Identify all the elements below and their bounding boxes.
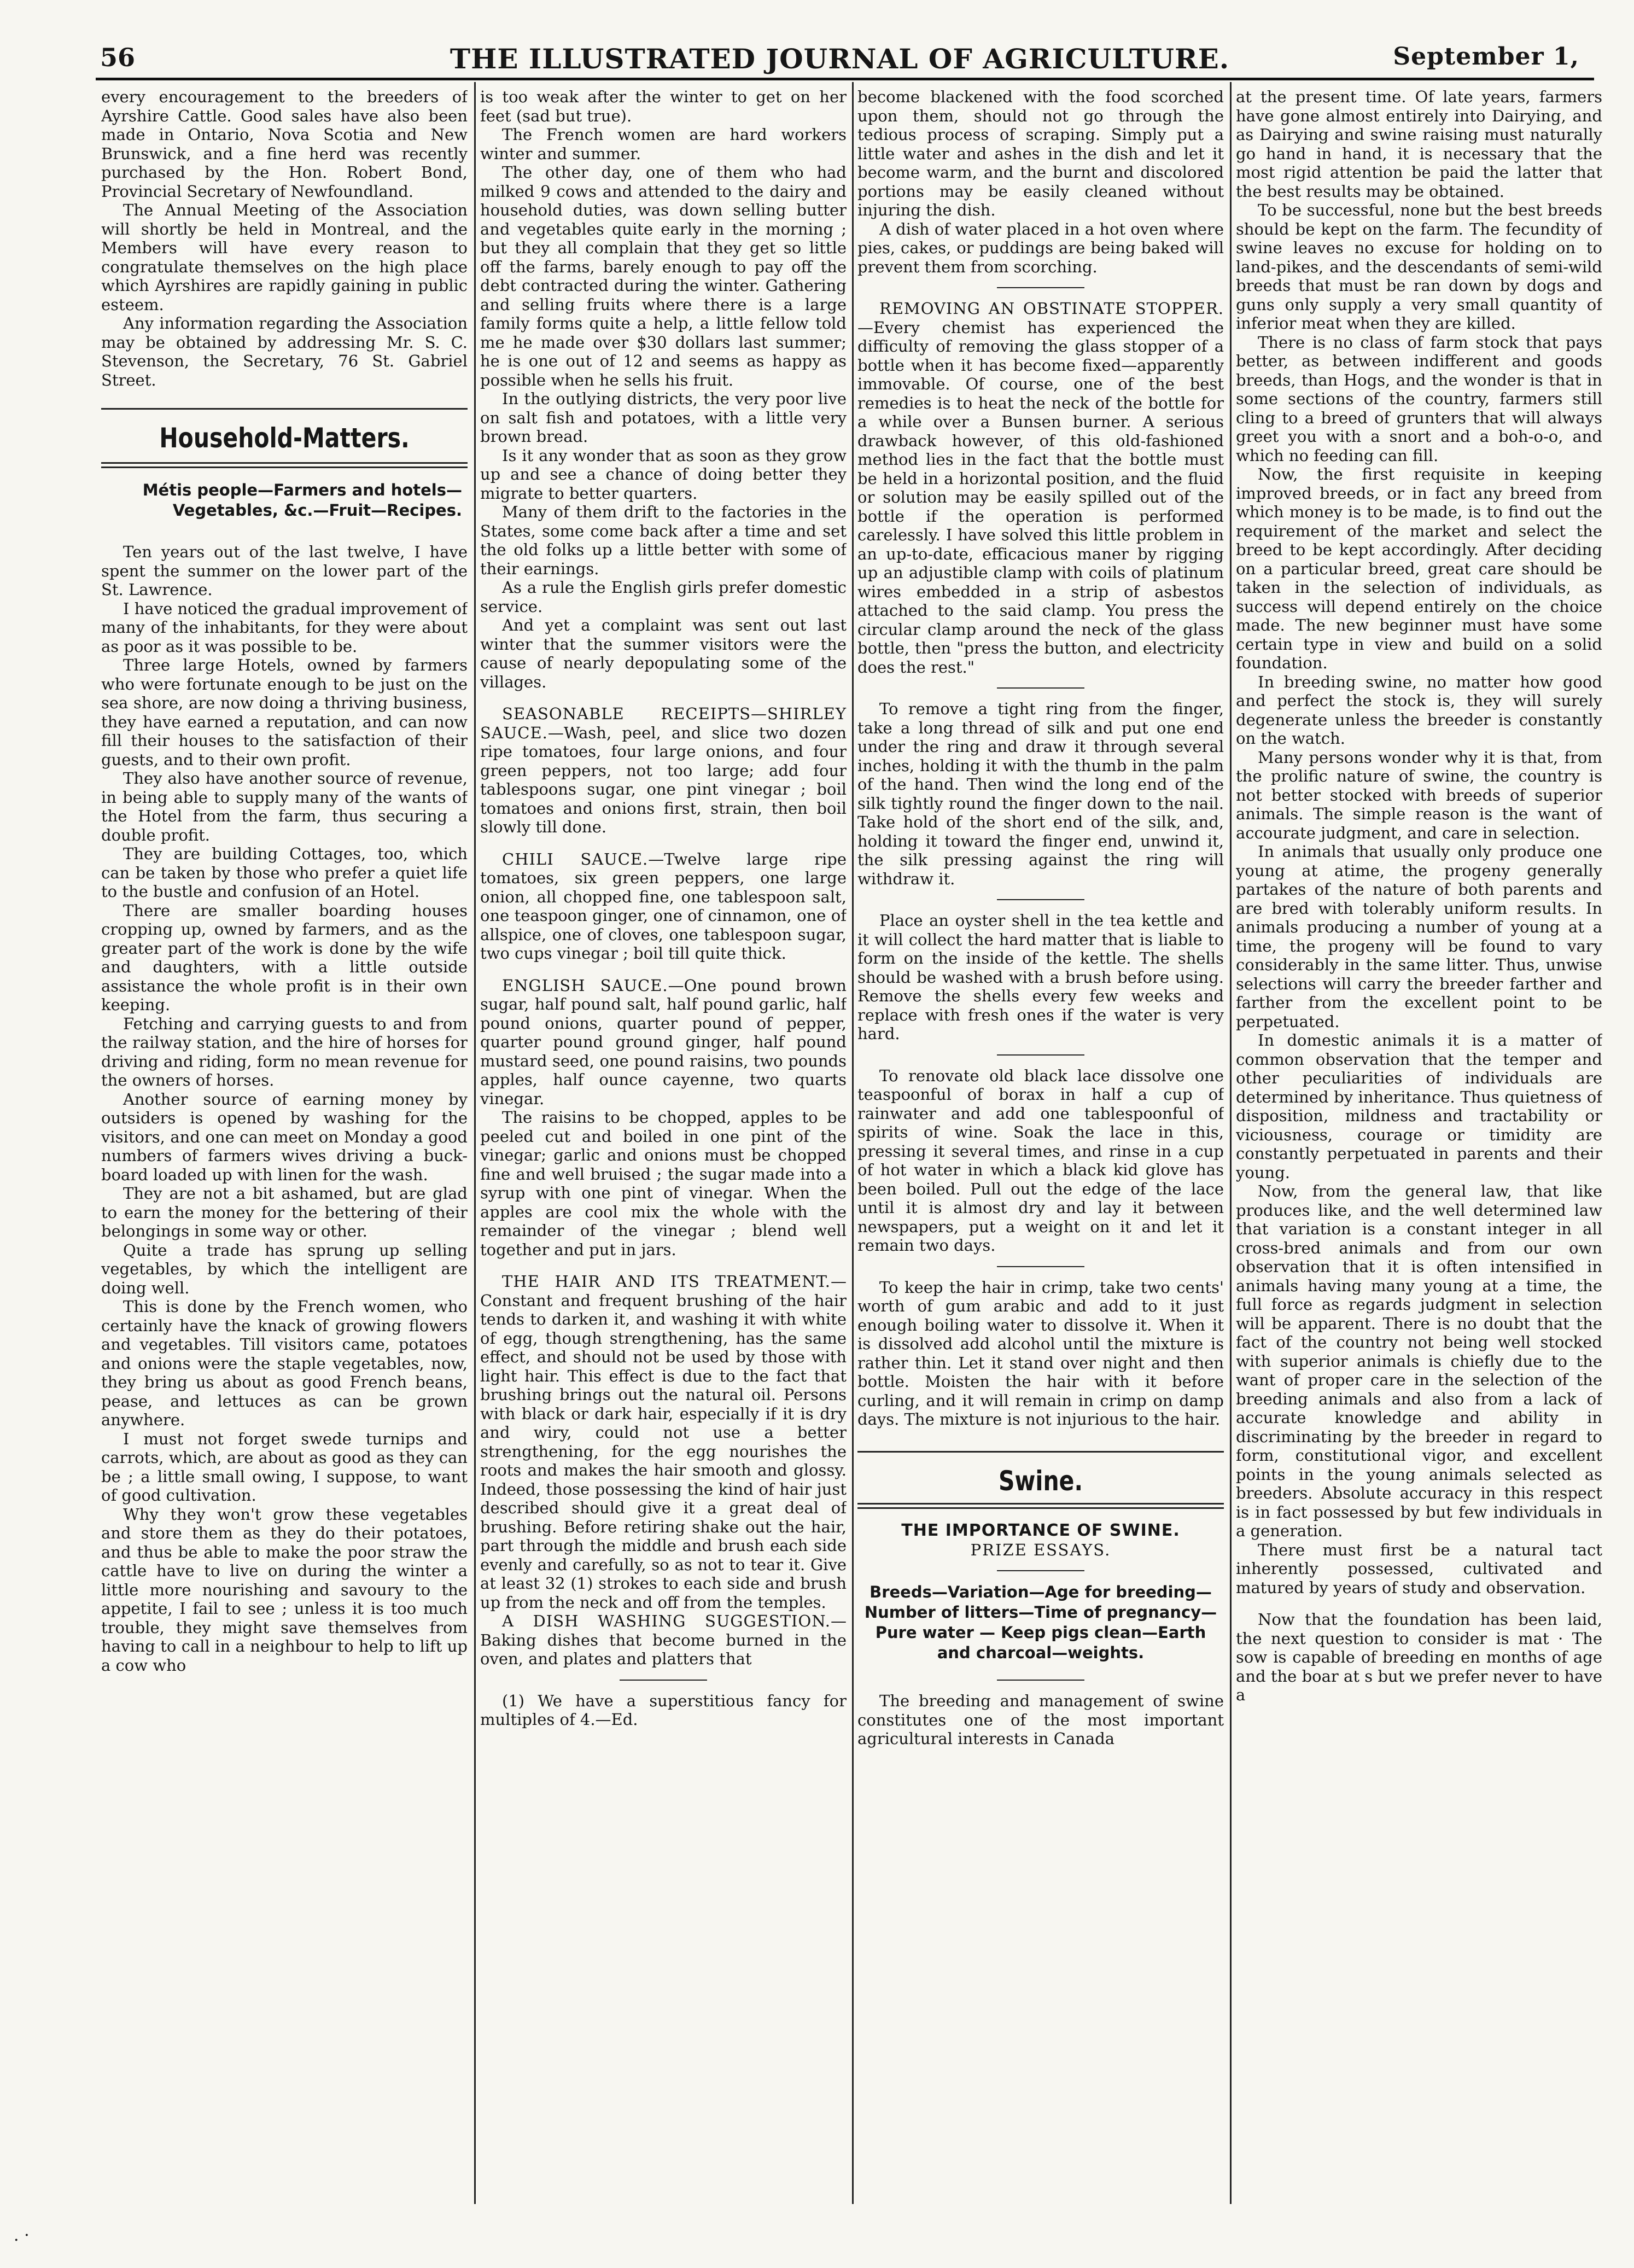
column-4	[1236, 88, 1602, 2201]
column-3	[857, 88, 1224, 2201]
paragraph: In animals that usually only produce one young at atime, the progeny generally partakes of the nature of both parents and are bred with tolerably uniform results. In animals producing a number of young at a time, the progeny will be found to vary considerably in the same litter. Thus, unwise selections will carry the breeder farther and farther from the excellent point to be perpetuated.	[1236, 842, 1602, 1031]
article-subtitle: PRIZE ESSAYS.	[970, 1540, 1111, 1559]
footnote: (1) We have a superstitious fancy for multiples of 4.—Ed.	[480, 1691, 847, 1729]
paragraph: at the present time. Of late years, farmers have gone almost entirely into Dairying, and as Dairying and swine raising must naturally go hand in hand, it is necessary that the most rigid attention be paid the latter that the best results may be obtained.	[1236, 88, 1602, 201]
paragraph: Many of them drift to the factories in the States, some come back after a time and set the old folks up a little better with some of their earnings.	[480, 503, 847, 578]
section-title-swine: Swine.	[998, 1465, 1083, 1497]
footnote-rule	[620, 1680, 707, 1681]
paragraph: They are building Cottages, too, which can be taken by those who prefer a quiet life to the bustle and confusion of an Hotel.	[101, 844, 468, 901]
recipe-english-sauce	[480, 976, 847, 1109]
column-divider	[852, 82, 854, 2204]
item-rule	[997, 1570, 1084, 1571]
article-title: THE IMPORTANCE OF SWINE.	[901, 1520, 1180, 1540]
paragraph: There are smaller boarding houses cropping up, owned by farmers, and as the greater part of the work is done by the wife and daughters, with a little outside assistance the whole profit is in their own keeping.	[101, 901, 468, 1014]
article-text: —Every chemist has experienced the difficulty of removing the glass stopper of a bottle when it has become fixed—apparently immovable. Of course, one of the best remedies is to heat the neck of the bottle for a while over a Bunsen burner. A serious drawback however, of this old-fashioned method lies in the fact that the bottle must be held in a horizontal position, and the fluid or solution may be easily spilled out of the bottle if the operation is performed carelessly. I have solved this little problem in an up-to-date, efficacious maner by rigging up an adjustible clamp with coils of platinum wires embedded in a strip of asbestos attached to the said clamp. You press the circular clamp around the neck of the glass bottle, then "press the button, and electricity does the rest."	[857, 318, 1224, 677]
paragraph: Fetching and carrying guests to and from the railway station, and the hire of horses for driving and riding, form no mean revenue for the owners of horses.	[101, 1014, 468, 1089]
paragraph: The French women are hard workers winter and summer.	[480, 125, 847, 163]
item-rule	[997, 1266, 1084, 1267]
paragraph: In breeding swine, no matter how good and perfect the stock is, they will surely degenerate unless the breeder is constantly on the watch.	[1236, 672, 1602, 748]
print-specks: . ·	[14, 2226, 30, 2245]
article-heading: REMOVING AN OBSTINATE STOPPER.	[879, 299, 1224, 318]
paragraph: is too weak after the winter to get on her feet (sad but true).	[480, 88, 847, 125]
article-subhead: Métis people—Farmers and hotels—Vegetables, &c.—Fruit—Recipes.	[142, 481, 462, 520]
paragraph: Many persons wonder why it is that, from the prolific nature of swine, the country is not better stocked with breeds of superior animals. The simple reason is the want of accourate judgment, and care in selection.	[1236, 748, 1602, 842]
recipe-shirley-sauce	[480, 704, 847, 837]
paragraph: To keep the hair in crimp, take two cents' worth of gum arabic and add to it just enough boiling water to dissolve it. When it is dissolved add alcohol until the mixture is rather thin. Let it stand over night and then bottle. Moisten the hair with it before curling, and it will remain in crimp on damp days. The mixture is not injurious to the hair.	[857, 1278, 1224, 1429]
paragraph: Now, the first requisite in keeping improved breeds, or in fact any breed from which money is to be made, is to find out the requirement of the market and select the breed to be kept accordingly. After deciding on a particular breed, great care should be taken in the selection of individuals, as success will depend entirely on the choice made. The new beginner must have some certain type in view and build on a solid foundation.	[1236, 465, 1602, 672]
item-rule	[997, 1054, 1084, 1056]
paragraph: To be successful, none but the best breeds should be kept on the farm. The fecundity of swine leaves no excuse for holding on to land-pikes, and the descendants of semi-wild breeds that must be ran down by dogs and guns only supply a very small quantity of inferior meat when they are killed.	[1236, 201, 1602, 333]
page-number: 56	[100, 43, 136, 72]
paragraph: Place an oyster shell in the tea kettle and it will collect the hard matter that is liable to form on the inside of the kettle. The shells should be washed with a brush before using. Remove the shells every few weeks and replace with fresh ones if the water is very hard.	[857, 911, 1224, 1043]
paragraph: I must not forget swede turnips and carrots, which, are about as good as they can be ; a little small owing, I suppose, to want of good cultivation.	[101, 1429, 468, 1505]
recipe-heading: SEASONABLE RECEIPTS—SHIRLEY SAUCE.	[480, 704, 847, 742]
recipe-chili-sauce	[480, 850, 847, 963]
recipe-heading: CHILI SAUCE.	[502, 849, 649, 868]
paragraph: Any information regarding the Association may be obtained by addressing Mr. S. C. Stevenson, the Secretary, 76 St. Gabriel Street.	[101, 314, 468, 389]
paragraph: In the outlying districts, the very poor live on salt fish and potatoes, with a little very brown bread.	[480, 389, 847, 446]
paragraph: Another source of earning money by outsiders is opened by washing for the visitors, and one can meet on Monday a good numbers of farmers wives driving a buck-board loaded up with linen for the wash.	[101, 1089, 468, 1184]
paragraph: This is done by the French women, who certainly have the knack of growing flowers and vegetables. Till visitors came, potatoes and onions were the staple vegetables, now, they bring us about as good French beans, pease, and lettuces as can be grown anywhere.	[101, 1297, 468, 1429]
paragraph: In domestic animals it is a matter of common observation that the temper and other peculiarities of individuals are determined by inheritance. Thus quietness of disposition, mildness and tractability or viciousness, courage or timidity are constantly perpetuated in parents and their young.	[1236, 1031, 1602, 1182]
column-2	[480, 88, 847, 2201]
section-rule	[857, 1451, 1224, 1453]
paragraph: The Annual Meeting of the Association will shortly be held in Montreal, and the Members will have every reason to congratulate themselves on the high place which Ayrshires are rapidly gaining in public esteem.	[101, 201, 468, 314]
paragraph: Quite a trade has sprung up selling vegetables, by which the intelligent are doing well.	[101, 1240, 468, 1297]
item-rule	[997, 687, 1084, 689]
paragraph: There is no class of farm stock that pays better, as between indifferent and goods breeds, than Hogs, and the wonder is that in some sections of the country, farmers still cling to a breed of grunters that will always greet you with a snort and a boh-o-o, and which no feeding can fill.	[1236, 333, 1602, 465]
item-rule	[997, 287, 1084, 288]
paragraph: Three large Hotels, owned by farmers who were fortunate enough to be just on the sea shore, are now doing a thriving business, they have earned a reputation, and can now fill their houses to the satisfaction of their guests, and to their own profit.	[101, 656, 468, 769]
item-rule	[997, 899, 1084, 900]
article-heading: THE HAIR AND ITS TREATMENT.	[502, 1272, 831, 1291]
issue-date: September 1,	[1393, 43, 1579, 71]
header-rule	[96, 78, 1594, 80]
item-rule	[997, 1680, 1084, 1681]
paragraph: The breeding and management of swine constitutes one of the most important agricultural interests in Canada	[857, 1692, 1224, 1748]
recipe-text: —Wash, peel, and slice two dozen ripe tomatoes, four large onions, and four green peppers, not too large; add four tablespoons sugar, one pint vinegar ; boil tomatoes and onions first, strain, then boil slowly till done.	[480, 723, 847, 836]
recipe-text: —One pound brown sugar, half pound salt, half pound garlic, half pound onions, quarter pound of pepper, quarter pound ground ginger, half pound mustard seed, one pound raisins, two pounds apples, half ounce cayenne, two quarts vinegar.	[480, 976, 847, 1108]
article-subhead: Breeds—Variation—Age for breeding—Number of litters—Time of pregnancy—Pure water — Keep pigs clean—Earth and charcoal—weights.	[864, 1583, 1217, 1662]
article-dish-washing	[480, 1612, 847, 1669]
journal-title: THE ILLUSTRATED JOURNAL OF AGRICULTURE.	[450, 43, 1230, 75]
paragraph: become blackened with the food scorched upon them, should not go through the tedious process of scraping. Simply put a little water and ashes in the dish and let it become warm, and the burnt and discolored portions may be easily cleaned without injuring the dish.	[857, 88, 1224, 219]
paragraph: To remove a tight ring from the finger, take a long thread of silk and put one end under the ring and draw it through several inches, holding it with the thumb in the palm of the hand. Then wind the long end of the silk tightly round the finger down to the nail. Take hold of the short end of the silk, and, holding it toward the finger end, unwind it, the silk pressing against the ring will withdraw it.	[857, 699, 1224, 888]
paragraph: As a rule the English girls prefer domestic service.	[480, 578, 847, 616]
recipe-heading: ENGLISH SAUCE.	[502, 976, 668, 995]
section-rule	[101, 462, 468, 468]
article-hair-treatment	[480, 1272, 847, 1612]
column-divider	[474, 82, 476, 2204]
paragraph: Is it any wonder that as soon as they grow up and see a chance of doing better they migrate to better quarters.	[480, 446, 847, 503]
paragraph: To renovate old black lace dissolve one teaspoonful of borax in half a cup of rainwater and add one tablespoonful of spirits of wine. Soak the lace in this, pressing it several times, and rinse in a cup of hot water in which a black kid glove has been boiled. Pull out the edge of the lace until it is almost dry and lay it between newspapers, put a weight on it and let it remain two days.	[857, 1066, 1224, 1255]
page-header	[100, 43, 1579, 75]
article-heading: A DISH WASHING SUGGESTION.	[502, 1612, 831, 1630]
paragraph: Ten years out of the last twelve, I have spent the summer on the lower part of the St. Lawrence.	[101, 543, 468, 599]
paragraph: I have noticed the gradual improvement of many of the inhabitants, for they were about as poor as it was possible to be.	[101, 599, 468, 656]
paragraph: The other day, one of them who had milked 9 cows and attended to the dairy and household duties, was down selling butter and vegetables quite early in the morning ; but they all complain that they get so little off the farms, barely enough to pay off the debt contracted during the winter. Gathering and selling fruits where there is a large family forms quite a help, a little fellow told me he made over $30 dollars last summer; he is one out of 12 and seems as happy as possible when he sells his fruit.	[480, 163, 847, 389]
section-rule	[857, 1503, 1224, 1509]
paragraph: They also have another source of revenue, in being able to supply many of the wants of the Hotel from the farm, thus securing a double profit.	[101, 769, 468, 844]
paragraph: There must first be a natural tact inherently possessed, cultivated and matured by years of study and observation.	[1236, 1540, 1602, 1597]
paragraph: They are not a bit ashamed, but are glad to earn the money for the bettering of their belongings in some way or other.	[101, 1184, 468, 1240]
recipe-text: —Twelve large ripe tomatoes, six green peppers, one large onion, all chopped fine, one tablespoon salt, one teaspoon ginger, one of cinnamon, one of allspice, one of cloves, one tablespoon sugar, two cups vinegar ; boil till quite thick.	[480, 849, 847, 963]
section-title-household: Household-Matters.	[159, 422, 410, 454]
article-text: —Constant and frequent brushing of the hair tends to darken it, and washing it with white of egg, though strengthening, has the same effect, and should not be used by those with light hair. This effect is due to the fact that brushing brings out the natural oil. Persons with black or dark hair, especially if it is dry and wiry, could not use a better strengthening, for the egg nourishes the roots and makes the hair smooth and glossy. Indeed, those possessing the kind of hair just described should give it a great deal of brushing. Before retiring shake out the hair, part through the middle and brush each side evenly and carefully, so as not to tear it. Give at least 32 (1) strokes to each side and brush up from the neck and off from the temples.	[480, 1272, 847, 1612]
column-1	[101, 88, 468, 2201]
article-text: —Baking dishes that become burned in the oven, and plates and platters that	[480, 1612, 847, 1668]
column-divider	[1230, 82, 1232, 2204]
article-stopper	[857, 299, 1224, 677]
paragraph: The raisins to be chopped, apples to be peeled cut and boiled in one pint of the vinegar; garlic and onions must be chopped fine and well bruised ; the sugar made into a syrup with one pint of vinegar. When the apples are cool mix the whole with the remainder of the vinegar ; blend well together and put in jars.	[480, 1108, 847, 1259]
section-rule	[101, 408, 468, 410]
paragraph: every encouragement to the breeders of Ayrshire Cattle. Good sales have also been made in Ontario, Nova Scotia and New Brunswick, and a fine herd was recently purchased by the Hon. Robert Bond, Provincial Secretary of Newfoundland.	[101, 88, 468, 201]
paragraph: Now, from the general law, that like produces like, and the well determined law that variation is a constant integer in all cross-bred animals and from our own observation that it is often intensified in animals having many young at a time, the full force as regards judgment in selection will be apparent. There is no doubt that the fact of the country not being well stocked with superior animals is chiefly due to the want of proper care in the selection of the breeding animals and also from a lack of accurate knowledge and ability in discriminating by the breeder in regard to form, constitutional vigor, and excellent points in the young animals selected as breeders. Absolute accuracy in this respect is in fact possessed by but few individuals in a generation.	[1236, 1182, 1602, 1540]
paragraph: And yet a complaint was sent out last winter that the summer visitors were the cause of nearly depopulating some of the villages.	[480, 616, 847, 691]
paragraph: Why they won't grow these vegetables and store them as they do their potatoes, and thus be able to make the poor straw the cattle have to live on during the winter a little more nourishing and savoury to the appetite, I fail to see ; unless it is too much trouble, they might save themselves from having to call in a neighbour to help to lift up a cow who	[101, 1505, 468, 1675]
paragraph: A dish of water placed in a hot oven where pies, cakes, or puddings are being baked will prevent them from scorching.	[857, 219, 1224, 276]
paragraph: Now that the foundation has been laid, the next question to consider is mat · The sow is capable of breeding en months of age and the boar at s but we prefer never to have a	[1236, 1610, 1602, 1704]
